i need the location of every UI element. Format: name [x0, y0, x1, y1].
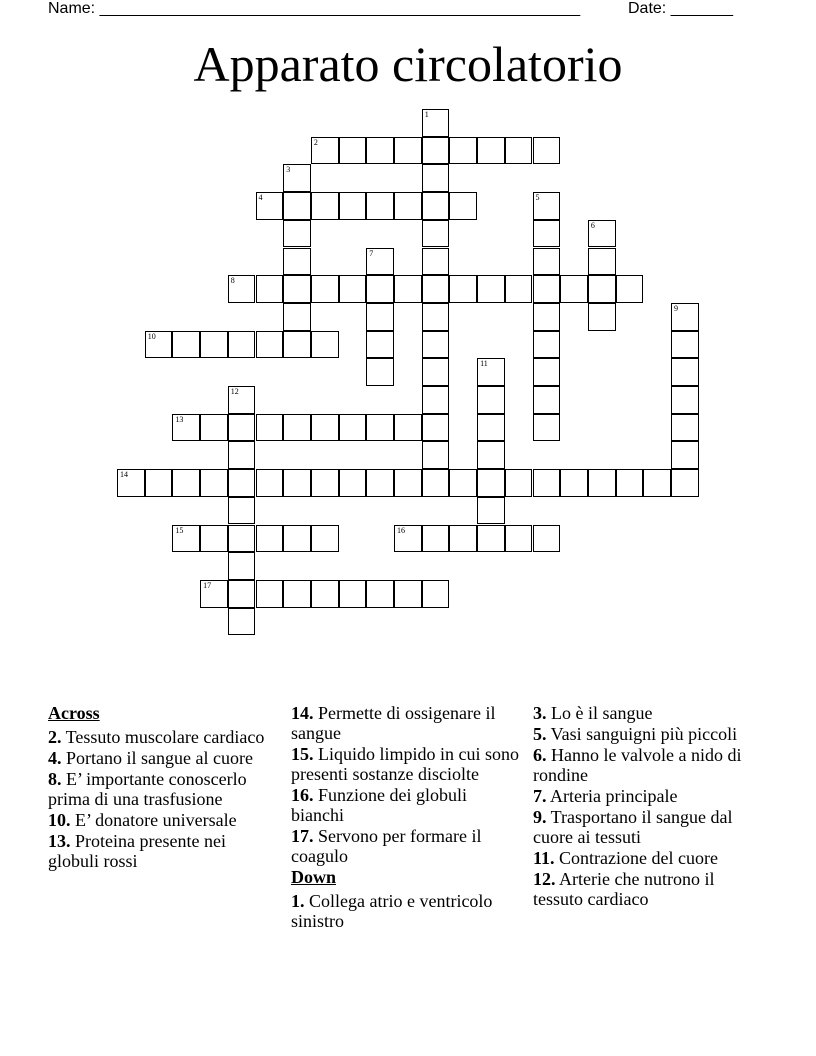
crossword-cell[interactable] — [228, 331, 256, 359]
crossword-cell[interactable] — [228, 525, 256, 553]
crossword-cell[interactable] — [256, 331, 284, 359]
crossword-cell[interactable] — [422, 358, 450, 386]
clue-number: 14 — [120, 470, 128, 480]
crossword-cell[interactable] — [339, 192, 367, 220]
crossword-cell[interactable] — [533, 386, 561, 414]
crossword-cell[interactable] — [200, 414, 228, 442]
clue-item-text: E’ donatore universale — [70, 810, 237, 830]
crossword-cell[interactable] — [422, 469, 450, 497]
clue-item — [533, 786, 763, 806]
crossword-cell[interactable] — [422, 137, 450, 165]
crossword-cell[interactable] — [533, 275, 561, 303]
crossword-cell[interactable] — [366, 192, 394, 220]
crossword-cell[interactable] — [228, 608, 256, 636]
clue-item-number: 6. — [533, 745, 547, 765]
crossword-cell[interactable] — [671, 469, 699, 497]
crossword-cell[interactable] — [394, 525, 422, 553]
crossword-cell[interactable] — [422, 164, 450, 192]
crossword-cell[interactable] — [172, 414, 200, 442]
crossword-cell[interactable] — [533, 358, 561, 386]
crossword-cell[interactable] — [200, 469, 228, 497]
crossword-cell[interactable] — [533, 303, 561, 331]
crossword-cell[interactable] — [366, 303, 394, 331]
crossword-cell[interactable] — [477, 441, 505, 469]
crossword-cell[interactable] — [616, 275, 644, 303]
clue-number: 12 — [230, 387, 239, 396]
crossword-cell[interactable] — [477, 497, 505, 525]
crossword-cell[interactable] — [366, 275, 394, 303]
crossword-cell[interactable] — [366, 137, 394, 165]
crossword-cell[interactable] — [533, 248, 561, 276]
clue-number: 16 — [397, 525, 405, 535]
crossword-cell[interactable] — [311, 580, 339, 608]
clue-item-text: Arterie che nutrono il tessuto cardiaco — [533, 869, 715, 909]
crossword-cell[interactable] — [643, 469, 671, 497]
clue-item-text: Tessuto muscolare cardiaco — [61, 727, 265, 747]
clue-item-number: 5. — [533, 724, 547, 744]
clue-item-number: 1. — [291, 891, 305, 911]
across-clue-list — [48, 727, 278, 871]
crossword-cell[interactable] — [366, 469, 394, 497]
crossword-cell[interactable] — [671, 303, 699, 331]
crossword-cell[interactable] — [256, 525, 284, 553]
crossword-cell[interactable] — [311, 525, 339, 553]
crossword-cell[interactable] — [422, 525, 450, 553]
clue-item-text: Trasportano il sangue dal cuore ai tessuti — [533, 807, 733, 847]
clue-item-number: 14. — [291, 703, 314, 723]
clue-number: 17 — [203, 580, 212, 590]
crossword-cell[interactable] — [256, 469, 284, 497]
clue-item-text: Liquido limpido in cui sono presenti sostanze disciolte — [291, 744, 519, 784]
crossword-cell[interactable] — [172, 331, 200, 359]
crossword-cell[interactable] — [477, 137, 505, 165]
crossword-cell[interactable] — [283, 580, 311, 608]
crossword-cell[interactable] — [422, 192, 450, 220]
crossword-cell[interactable] — [228, 275, 256, 303]
crossword-cell[interactable] — [283, 220, 311, 248]
crossword-cell[interactable] — [228, 386, 256, 414]
crossword-cell[interactable] — [422, 275, 450, 303]
clue-item — [48, 748, 278, 768]
clue-item-text: E’ importante conoscerlo prima di una trasfusione — [48, 769, 247, 809]
crossword-cell[interactable] — [200, 580, 228, 608]
crossword-cell[interactable] — [366, 248, 394, 276]
clue-item-text: Permette di ossigenare il sangue — [291, 703, 496, 743]
crossword-cell[interactable] — [477, 414, 505, 442]
crossword-cell[interactable] — [533, 137, 561, 165]
crossword-cell[interactable] — [339, 275, 367, 303]
crossword-cell[interactable] — [533, 414, 561, 442]
page-title: Apparato circolatorio — [193, 36, 623, 92]
crossword-cell[interactable] — [422, 248, 450, 276]
crossword-cell[interactable] — [477, 525, 505, 553]
clue-item — [533, 703, 763, 723]
clue-item-text: Portano il sangue al cuore — [61, 748, 253, 768]
clue-number: 6 — [590, 220, 595, 230]
clue-item-number: 4. — [48, 748, 62, 768]
crossword-cell[interactable] — [311, 275, 339, 303]
crossword-cell[interactable] — [671, 358, 699, 386]
crossword-cell[interactable] — [228, 580, 256, 608]
crossword-cell[interactable] — [449, 275, 477, 303]
name-field-label: Name: ______________________________________________________ — [48, 0, 581, 17]
crossword-cell[interactable] — [256, 414, 284, 442]
clue-number: 4 — [258, 193, 263, 203]
clue-item — [533, 724, 763, 744]
crossword-cell[interactable] — [366, 331, 394, 359]
crossword-cell[interactable] — [228, 441, 256, 469]
clue-item — [291, 744, 521, 784]
clue-item-text: Hanno le valvole a nido di rondine — [533, 745, 742, 785]
clue-item-number: 12. — [533, 869, 556, 889]
crossword-cell[interactable] — [588, 248, 616, 276]
crossword-cell[interactable] — [505, 137, 533, 165]
crossword-cell[interactable] — [366, 358, 394, 386]
crossword-cell[interactable] — [560, 469, 588, 497]
crossword-cell[interactable] — [117, 469, 145, 497]
clue-item — [48, 727, 278, 747]
crossword-cell[interactable] — [588, 303, 616, 331]
clue-item-number: 10. — [48, 810, 71, 830]
clue-number: 8 — [230, 276, 235, 286]
clue-item-number: 11. — [533, 848, 555, 868]
clue-item-number: 9. — [533, 807, 547, 827]
clue-item-number: 3. — [533, 703, 547, 723]
down-clue-list — [291, 891, 521, 931]
across-clue-list-continued — [291, 703, 521, 866]
crossword-cell[interactable] — [422, 220, 450, 248]
clue-item-text: Servono per formare il coagulo — [291, 826, 482, 866]
clue-item-text: Collega atrio e ventricolo sinistro — [291, 891, 493, 931]
crossword-cell[interactable] — [477, 358, 505, 386]
clue-item — [533, 807, 763, 847]
clue-item — [533, 869, 763, 909]
clue-item — [533, 848, 763, 868]
crossword-cell[interactable] — [422, 109, 450, 137]
crossword-cell[interactable] — [172, 525, 200, 553]
crossword-cell[interactable] — [256, 192, 284, 220]
crossword-cell[interactable] — [477, 275, 505, 303]
clue-item — [291, 826, 521, 866]
clue-number: 10 — [147, 331, 156, 341]
clue-item — [291, 703, 521, 743]
crossword-cell[interactable] — [311, 414, 339, 442]
clue-number: 5 — [535, 193, 540, 203]
crossword-cell[interactable] — [394, 192, 422, 220]
crossword-cell[interactable] — [422, 414, 450, 442]
clue-item-number: 13. — [48, 831, 71, 851]
date-field-label: Date: _______ — [628, 0, 733, 17]
crossword-cell[interactable] — [533, 220, 561, 248]
crossword-cell[interactable] — [588, 275, 616, 303]
crossword-cell[interactable] — [366, 414, 394, 442]
clue-item — [533, 745, 763, 785]
clue-column-2 — [291, 703, 521, 932]
crossword-cell[interactable] — [394, 275, 422, 303]
clue-item-text: Arteria principale — [546, 786, 678, 806]
crossword-cell[interactable] — [505, 525, 533, 553]
crossword-cell[interactable] — [145, 469, 173, 497]
crossword-cell[interactable] — [283, 192, 311, 220]
clue-item — [291, 891, 521, 931]
clue-item-number: 15. — [291, 744, 314, 764]
crossword-cell[interactable] — [339, 469, 367, 497]
clue-number: 13 — [175, 414, 184, 424]
crossword-cell[interactable] — [200, 525, 228, 553]
clue-item-number: 7. — [533, 786, 547, 806]
crossword-cell[interactable] — [366, 580, 394, 608]
clue-number: 2 — [313, 137, 318, 147]
crossword-cell[interactable] — [422, 580, 450, 608]
crossword-cell[interactable] — [588, 220, 616, 248]
crossword-cell[interactable] — [533, 192, 561, 220]
clue-column-1 — [48, 703, 278, 872]
clue-item-text: Vasi sanguigni più piccoli — [546, 724, 738, 744]
crossword-cell[interactable] — [533, 525, 561, 553]
crossword-cell[interactable] — [283, 331, 311, 359]
crossword-cell[interactable] — [671, 386, 699, 414]
crossword-cell[interactable] — [394, 580, 422, 608]
crossword-cell[interactable] — [283, 164, 311, 192]
crossword-cell[interactable] — [671, 441, 699, 469]
clue-item — [48, 769, 278, 809]
crossword-cell[interactable] — [588, 469, 616, 497]
crossword-cell[interactable] — [394, 469, 422, 497]
crossword-cell[interactable] — [228, 497, 256, 525]
crossword-cell[interactable] — [560, 275, 588, 303]
clue-item-number: 8. — [48, 769, 62, 789]
crossword-cell[interactable] — [477, 386, 505, 414]
clue-item-text: Lo è il sangue — [546, 703, 653, 723]
crossword-cell[interactable] — [449, 192, 477, 220]
crossword-cell[interactable] — [228, 552, 256, 580]
crossword-cell[interactable] — [422, 303, 450, 331]
crossword-cell[interactable] — [505, 469, 533, 497]
clue-item-text: Funzione dei globuli bianchi — [291, 785, 467, 825]
crossword-cell[interactable] — [533, 331, 561, 359]
crossword-cell[interactable] — [228, 469, 256, 497]
crossword-cell[interactable] — [339, 580, 367, 608]
clue-column-3 — [533, 703, 763, 910]
clue-item-number: 16. — [291, 785, 314, 805]
crossword-cell[interactable] — [422, 386, 450, 414]
clue-item-text: Contrazione del cuore — [554, 848, 718, 868]
crossword-cell[interactable] — [256, 580, 284, 608]
crossword-cell[interactable] — [200, 331, 228, 359]
crossword-cell[interactable] — [339, 414, 367, 442]
crossword-cell[interactable] — [505, 275, 533, 303]
crossword-cell[interactable] — [449, 137, 477, 165]
crossword-cell[interactable] — [671, 414, 699, 442]
clue-number: 15 — [175, 525, 184, 535]
down-clue-list-continued — [533, 703, 763, 909]
crossword-cell[interactable] — [671, 331, 699, 359]
crossword-cell[interactable] — [311, 331, 339, 359]
clue-item-number: 2. — [48, 727, 62, 747]
clue-number: 11 — [480, 359, 488, 369]
crossword-cell[interactable] — [283, 275, 311, 303]
clue-number: 7 — [369, 248, 374, 258]
crossword-cell[interactable] — [283, 248, 311, 276]
across-heading: Across — [48, 703, 100, 723]
crossword-cell[interactable] — [256, 275, 284, 303]
crossword-cell[interactable] — [283, 469, 311, 497]
crossword-cell[interactable] — [449, 469, 477, 497]
crossword-cell[interactable] — [311, 469, 339, 497]
clue-item-text: Proteina presente nei globuli rossi — [48, 831, 226, 871]
crossword-cell[interactable] — [228, 414, 256, 442]
crossword-cell[interactable] — [394, 414, 422, 442]
clue-item — [48, 810, 278, 830]
down-heading: Down — [291, 867, 337, 887]
clue-number: 1 — [424, 110, 429, 119]
crossword-cell[interactable] — [533, 469, 561, 497]
crossword-cell[interactable] — [283, 525, 311, 553]
crossword-cell[interactable] — [477, 469, 505, 497]
clue-item — [48, 831, 278, 871]
crossword-cell[interactable] — [616, 469, 644, 497]
crossword-cell[interactable] — [311, 137, 339, 165]
clue-item-number: 17. — [291, 826, 314, 846]
crossword-cell[interactable] — [145, 331, 173, 359]
crossword-cell[interactable] — [422, 441, 450, 469]
crossword-cell[interactable] — [283, 414, 311, 442]
clue-number: 9 — [674, 303, 678, 313]
clue-number: 3 — [286, 165, 291, 175]
crossword-cell[interactable] — [339, 137, 367, 165]
crossword-cell[interactable] — [172, 469, 200, 497]
clue-item — [291, 785, 521, 825]
crossword-cell[interactable] — [394, 137, 422, 165]
crossword-cell[interactable] — [311, 192, 339, 220]
crossword-cell[interactable] — [449, 525, 477, 553]
crossword-cell[interactable] — [422, 331, 450, 359]
crossword-cell[interactable] — [283, 303, 311, 331]
